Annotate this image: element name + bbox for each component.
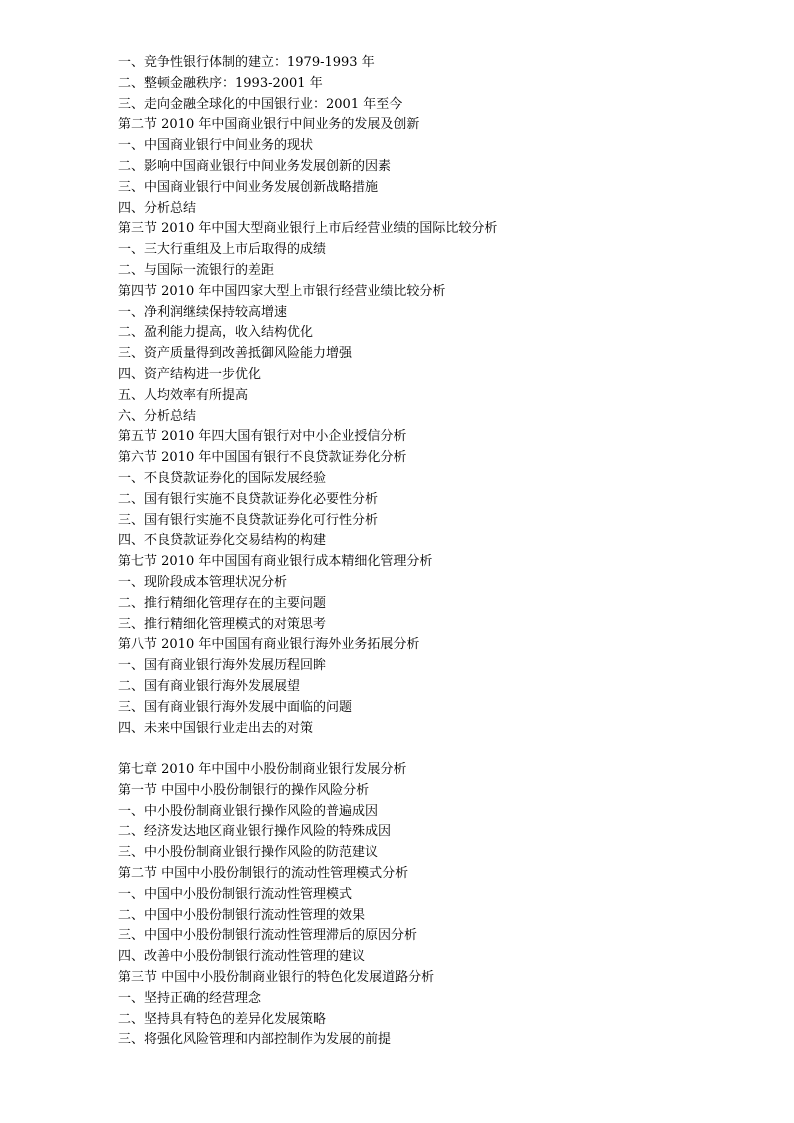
document-page — [118, 53, 758, 1051]
toc-line: 三、国有商业银行海外发展中面临的问题 — [118, 699, 353, 715]
toc-line: 一、坚持正确的经营理念 — [118, 990, 262, 1006]
toc-line: 一、中国中小股份制银行流动性管理模式 — [118, 886, 353, 902]
toc-line: 一、国有商业银行海外发展历程回眸 — [118, 658, 327, 674]
toc-section-heading: 第三节 中国中小股份制商业银行的特色化发展道路分析 — [118, 970, 435, 986]
toc-line: 三、中小股份制商业银行操作风险的防范建议 — [118, 845, 379, 861]
toc-line: 二、整顿金融秩序：1993-2001 年 — [118, 75, 323, 91]
toc-line: 四、改善中小股份制银行流动性管理的建议 — [118, 949, 366, 965]
toc-line: 三、将强化风险管理和内部控制作为发展的前提 — [118, 1032, 392, 1048]
toc-line: 二、推行精细化管理存在的主要问题 — [118, 595, 327, 611]
toc-line: 三、中国商业银行中间业务发展创新战略措施 — [118, 179, 379, 195]
toc-section-heading: 第二节 2010 年中国商业银行中间业务的发展及创新 — [118, 117, 420, 133]
toc-line: 二、国有银行实施不良贷款证券化必要性分析 — [118, 491, 379, 507]
toc-line: 二、中国中小股份制银行流动性管理的效果 — [118, 907, 366, 923]
toc-line: 六、分析总结 — [118, 408, 197, 424]
toc-section-heading: 第三节 2010 年中国大型商业银行上市后经营业绩的国际比较分析 — [118, 221, 498, 237]
toc-line: 四、分析总结 — [118, 200, 197, 216]
toc-line: 三、中国中小股份制银行流动性管理滞后的原因分析 — [118, 928, 418, 944]
toc-line: 四、资产结构进一步优化 — [118, 366, 262, 382]
toc-line: 一、中国商业银行中间业务的现状 — [118, 138, 314, 154]
toc-line: 三、推行精细化管理模式的对策思考 — [118, 616, 327, 632]
toc-line: 四、不良贷款证券化交易结构的构建 — [118, 533, 327, 549]
toc-section-heading: 第八节 2010 年中国国有商业银行海外业务拓展分析 — [118, 637, 420, 653]
toc-line: 三、国有银行实施不良贷款证券化可行性分析 — [118, 512, 379, 528]
toc-line: 二、影响中国商业银行中间业务发展创新的因素 — [118, 158, 392, 174]
toc-line: 四、未来中国银行业走出去的对策 — [118, 720, 314, 736]
toc-section-heading: 第一节 中国中小股份制银行的操作风险分析 — [118, 782, 370, 798]
toc-line: 一、不良贷款证券化的国际发展经验 — [118, 470, 327, 486]
toc-line: 二、经济发达地区商业银行操作风险的特殊成因 — [118, 824, 392, 840]
toc-section-heading: 第七节 2010 年中国国有商业银行成本精细化管理分析 — [118, 554, 433, 570]
toc-line: 一、现阶段成本管理状况分析 — [118, 574, 288, 590]
toc-chapter-heading: 第七章 2010 年中国中小股份制商业银行发展分析 — [118, 762, 407, 778]
toc-line: 三、走向金融全球化的中国银行业：2001 年至今 — [118, 96, 403, 112]
toc-section-heading: 第六节 2010 年中国国有银行不良贷款证券化分析 — [118, 450, 407, 466]
toc-section-heading: 第二节 中国中小股份制银行的流动性管理模式分析 — [118, 866, 409, 882]
toc-section-heading: 第五节 2010 年四大国有银行对中小企业授信分析 — [118, 429, 407, 445]
toc-line: 三、资产质量得到改善抵御风险能力增强 — [118, 346, 353, 362]
toc-line: 五、人均效率有所提高 — [118, 387, 249, 403]
toc-line: 一、竞争性银行体制的建立：1979-1993 年 — [118, 55, 375, 70]
toc-line: 一、三大行重组及上市后取得的成绩 — [118, 242, 327, 258]
toc-line: 二、与国际一流银行的差距 — [118, 262, 275, 278]
toc-section-heading: 第四节 2010 年中国四家大型上市银行经营业绩比较分析 — [118, 283, 446, 299]
toc-block-2 — [118, 760, 758, 1051]
toc-block-1 — [118, 53, 758, 739]
toc-line: 一、中小股份制商业银行操作风险的普遍成因 — [118, 803, 379, 819]
blank-line — [118, 739, 758, 760]
toc-line: 二、盈利能力提高，收入结构优化 — [118, 325, 314, 341]
toc-line: 二、国有商业银行海外发展展望 — [118, 678, 301, 694]
toc-line: 二、坚持具有特色的差异化发展策略 — [118, 1011, 327, 1027]
toc-line: 一、净利润继续保持较高增速 — [118, 304, 288, 320]
